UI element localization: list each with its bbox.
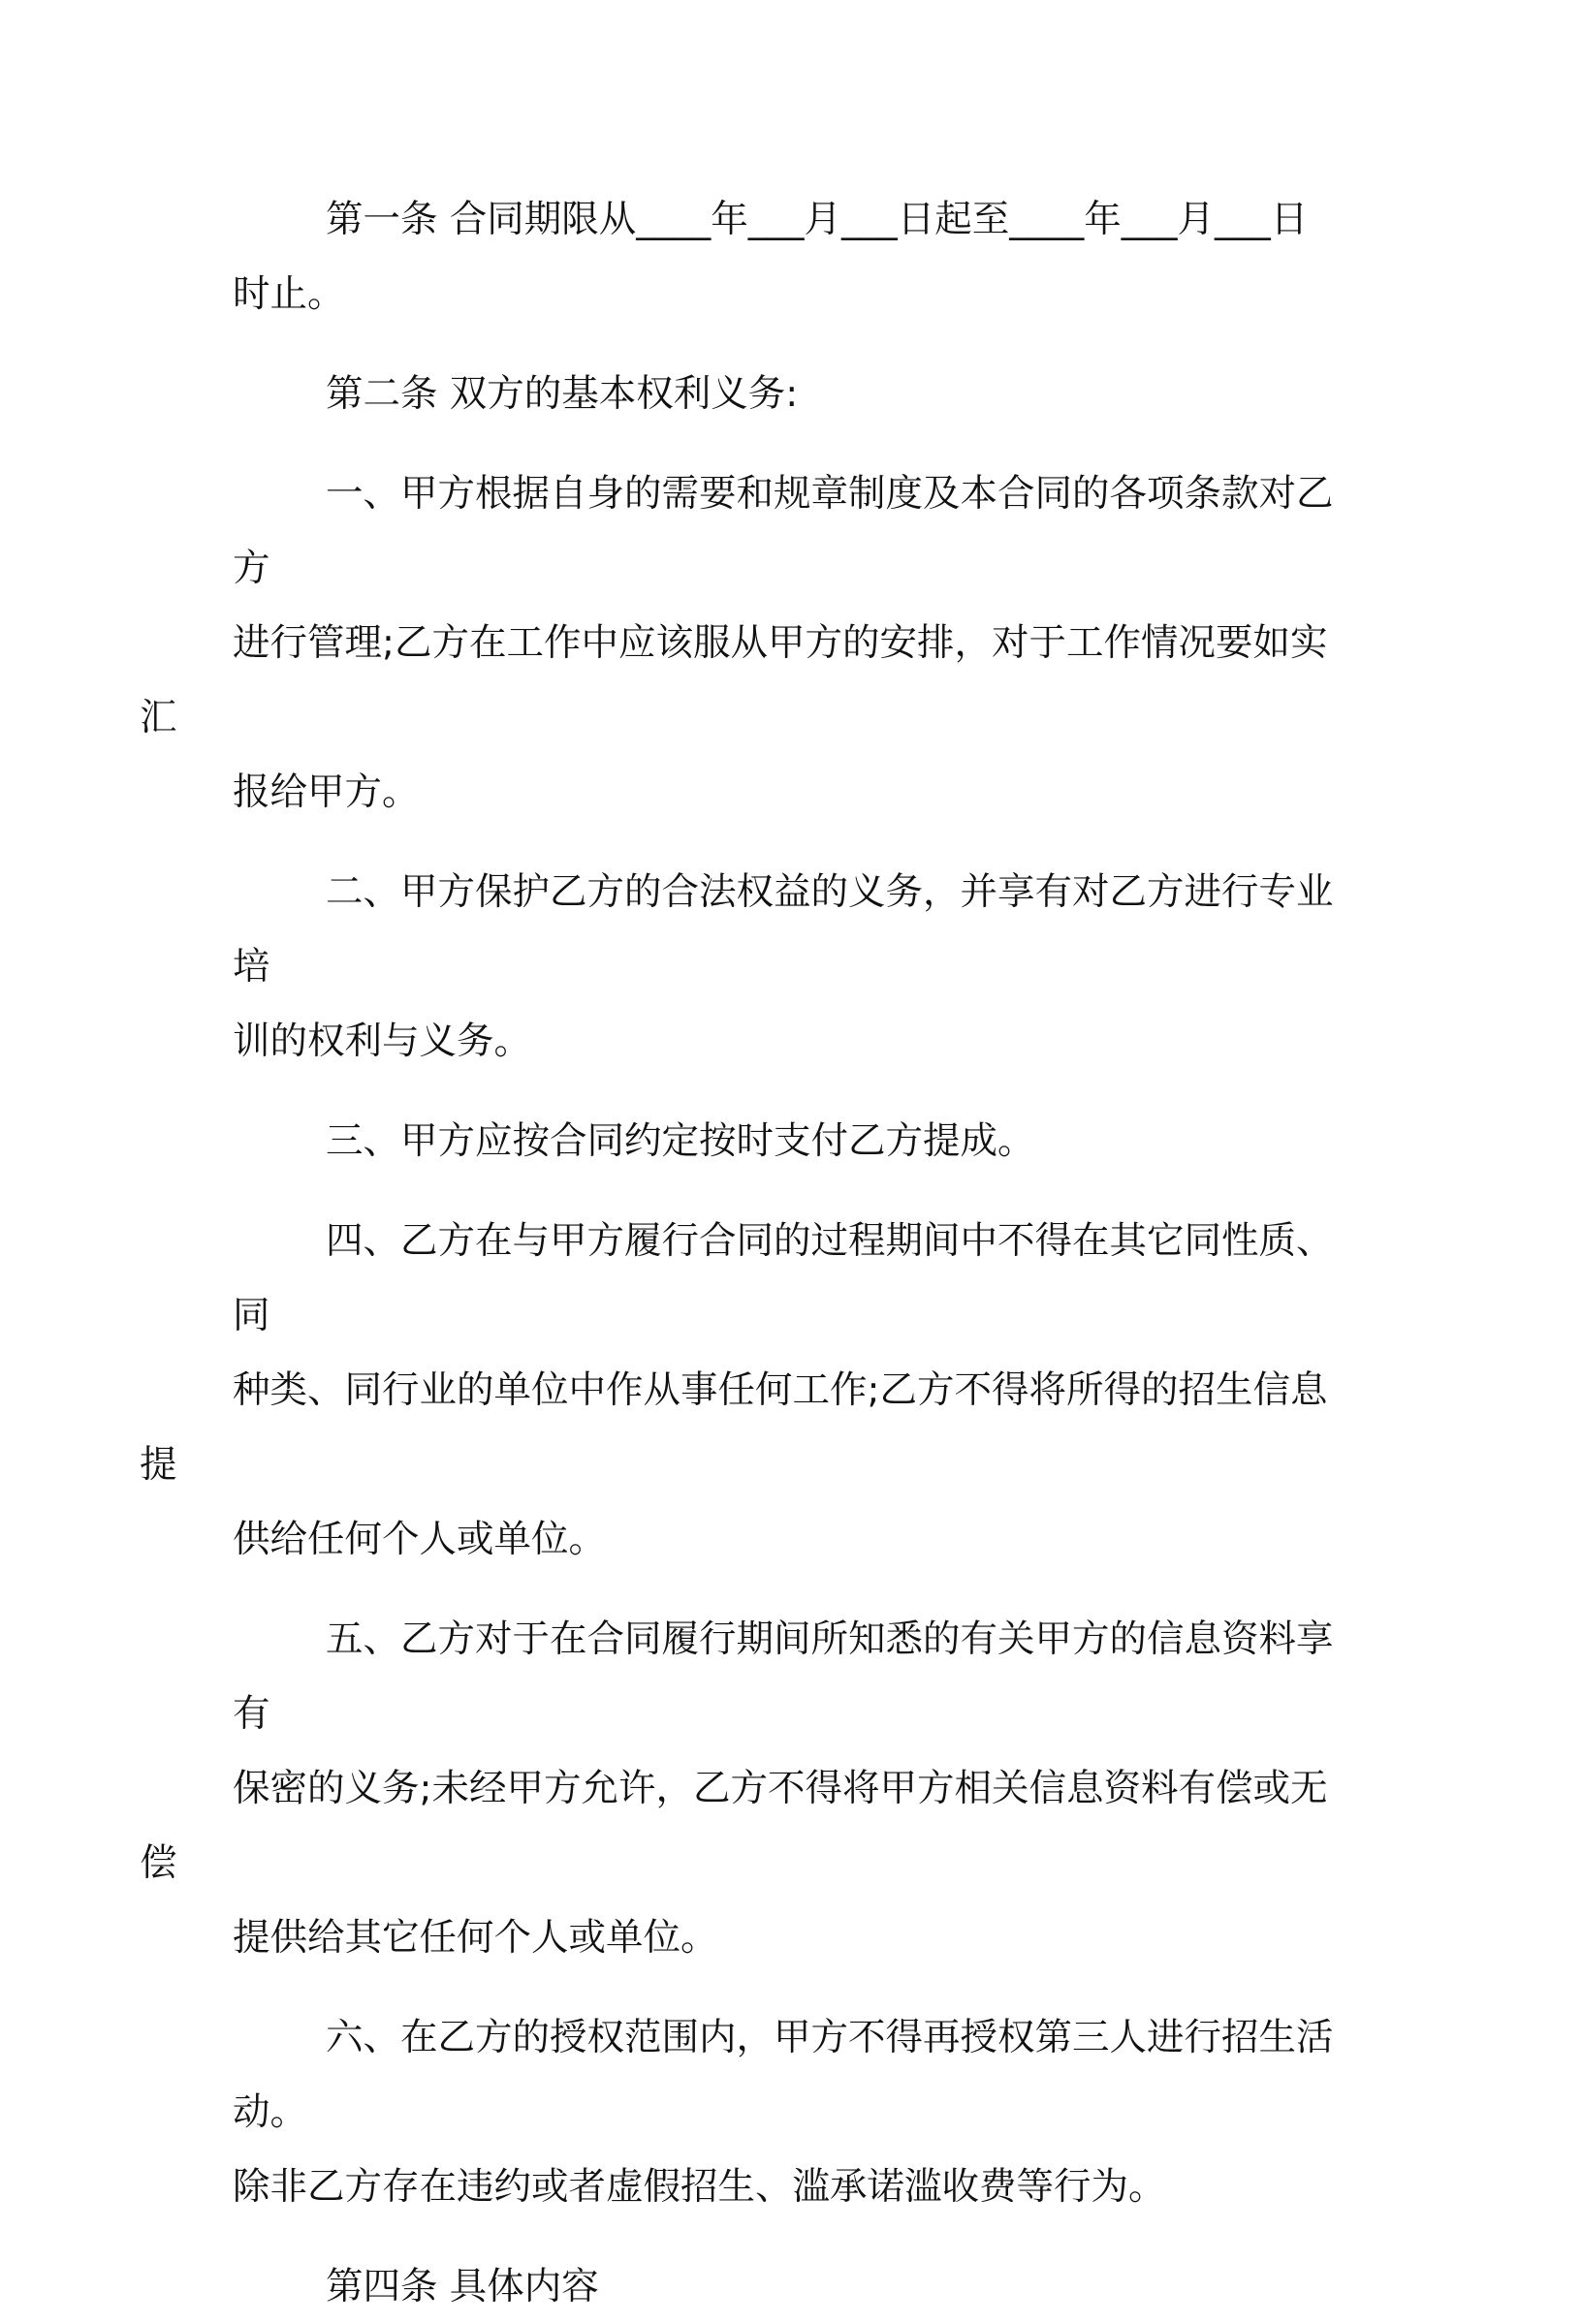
clause-5-line-3: 提供给其它任何个人或单位。 xyxy=(233,1916,718,1960)
clause-4 xyxy=(140,1204,1357,1577)
clause-1-line-3: 报给甲方。 xyxy=(233,770,420,814)
clause-3-text: 三、甲方应按合同约定按时支付乙方提成。 xyxy=(326,1119,1035,1163)
article-2-heading-text: 第二条 双方的基本权利义务: xyxy=(326,372,799,416)
clause-3 xyxy=(233,1104,1357,1178)
clause-2-line-2: 训的权利与义务。 xyxy=(233,1020,532,1063)
clause-4-line-1: 四、乙方在与甲方履行合同的过程期间中不得在其它同性质、同 xyxy=(233,1219,1334,1337)
clause-4-line-3: 供给任何个人或单位。 xyxy=(233,1518,607,1561)
clause-2 xyxy=(233,855,1357,1079)
article-4-heading xyxy=(233,2249,1357,2324)
article-4-heading-text: 第四条 具体内容 xyxy=(326,2265,599,2308)
clause-5-line-1: 五、乙方对于在合同履行期间所知悉的有关甲方的信息资料享有 xyxy=(233,1617,1334,1736)
article-1-line-2: 时止。 xyxy=(233,272,345,316)
clause-1-line-1: 一、甲方根据自身的需要和规章制度及本合同的各项条款对乙方 xyxy=(233,472,1334,590)
article-1-line-1: 第一条 合同期限从____年___月___日起至____年___月___日 xyxy=(326,198,1309,241)
clause-6-line-1: 六、在乙方的授权范围内，甲方不得再授权第三人进行招生活动。 xyxy=(233,2016,1334,2134)
article-2-heading xyxy=(233,357,1357,431)
article-1-term xyxy=(233,182,1357,331)
clause-4-line-2: 种类、同行业的单位中作从事任何工作;乙方不得将所得的招生信息提 xyxy=(140,1368,1328,1487)
clause-5 xyxy=(140,1602,1357,1975)
clause-6 xyxy=(233,2000,1357,2224)
clause-1-line-2: 进行管理;乙方在工作中应该服从甲方的安排，对于工作情况要如实汇 xyxy=(140,621,1328,739)
clause-6-line-2: 除非乙方存在违约或者虚假招生、滥承诺滥收费等行为。 xyxy=(233,2165,1166,2209)
document-body xyxy=(140,182,1357,2324)
clause-5-line-2: 保密的义务;未经甲方允许，乙方不得将甲方相关信息资料有偿或无偿 xyxy=(140,1767,1328,1885)
clause-1 xyxy=(140,456,1357,830)
clause-2-line-1: 二、甲方保护乙方的合法权益的义务，并享有对乙方进行专业培 xyxy=(233,870,1334,989)
